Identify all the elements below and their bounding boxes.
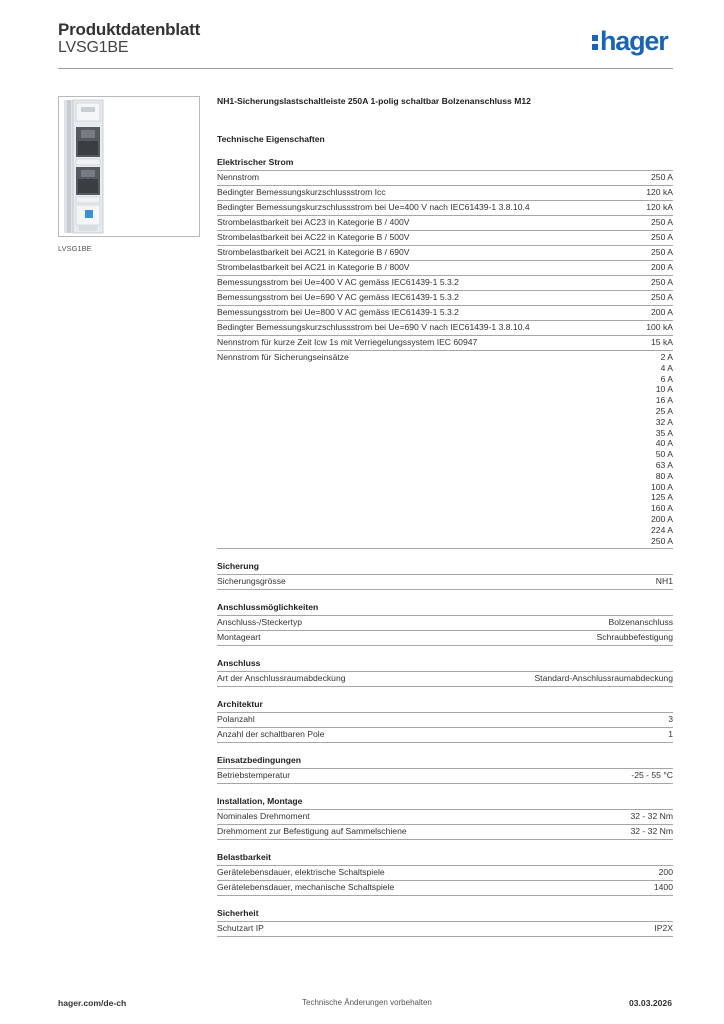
spec-value-item: NH1: [655, 576, 673, 587]
spec-value-item: Standard-Anschlussraumabdeckung: [534, 673, 673, 684]
spec-value-item: 3: [668, 714, 673, 725]
spec-value-item: 160 A: [651, 503, 673, 514]
spec-value-item: 16 A: [655, 395, 673, 406]
spec-value: [630, 811, 673, 822]
spec-value-item: 250 A: [651, 292, 673, 302]
spec-row: [217, 616, 673, 631]
hager-logo: [592, 24, 676, 58]
spec-value-item: 200 A: [651, 513, 673, 524]
spec-section: [217, 157, 673, 549]
spec-row: [217, 276, 673, 291]
spec-row: [217, 881, 673, 896]
spec-value-item: 1400: [653, 882, 673, 893]
section-title: Installation, Montage: [217, 796, 673, 810]
spec-value-item: 250 A: [651, 217, 673, 227]
spec-value-item: 35 A: [655, 427, 673, 438]
spec-value-item: -25 - 55 °C: [631, 770, 673, 781]
spec-label: Strombelastbarkeit bei AC22 in Kategorie B / 500V: [217, 232, 410, 242]
spec-label: Strombelastbarkeit bei AC21 in Kategorie B / 800V: [217, 262, 410, 272]
spec-label: Bedingter Bemessungskurzschlussstrom bei Ue=690 V nach IEC61439-1 3.8.10.4: [217, 322, 530, 332]
spec-row: [217, 246, 673, 261]
spec-value-item: 2 A: [660, 352, 673, 362]
spec-value-item: 100 kA: [646, 322, 673, 332]
spec-value-item: 40 A: [655, 438, 673, 449]
spec-value-item: Schraubbefestigung: [596, 632, 673, 643]
spec-value-item: 250 A: [651, 247, 673, 257]
spec-section: [217, 658, 673, 687]
spec-row: [217, 171, 673, 186]
product-image-frame: [58, 96, 200, 237]
spec-value-item: 32 A: [655, 416, 673, 427]
spec-value: [668, 714, 673, 725]
spec-section: [217, 852, 673, 896]
spec-value-item: 100 A: [651, 481, 673, 492]
spec-row: [217, 825, 673, 840]
section-title: Sicherung: [217, 561, 673, 575]
spec-value-item: 250 A: [651, 277, 673, 287]
spec-row: [217, 351, 673, 549]
spec-row: [217, 231, 673, 246]
spec-section: [217, 561, 673, 590]
spec-label: Montageart: [217, 632, 261, 643]
spec-row: [217, 321, 673, 336]
spec-value: [668, 729, 673, 740]
spec-value-item: 224 A: [651, 524, 673, 535]
spec-value: [651, 337, 673, 348]
spec-value: [651, 232, 673, 243]
footer-website-link[interactable]: hager.com/de-ch: [58, 998, 127, 1008]
spec-value: [534, 673, 673, 684]
footer-note: Technische Änderungen vorbehalten: [302, 998, 432, 1007]
product-code: LVSG1BE: [58, 39, 129, 56]
spec-value-item: 25 A: [655, 405, 673, 416]
product-image-caption: LVSG1BE: [58, 244, 92, 253]
spec-value-item: IP2X: [654, 923, 673, 934]
spec-row: [217, 216, 673, 231]
spec-value: [651, 247, 673, 258]
spec-value-item: 63 A: [655, 459, 673, 470]
spec-value-item: 4 A: [660, 362, 673, 373]
spec-row: [217, 810, 673, 825]
spec-row: [217, 261, 673, 276]
spec-row: [217, 631, 673, 646]
spec-label: Bedingter Bemessungskurzschlussstrom bei Ue=400 V nach IEC61439-1 3.8.10.4: [217, 202, 530, 212]
spec-label: Gerätelebensdauer, elektrische Schaltspiele: [217, 867, 385, 878]
spec-row: [217, 575, 673, 590]
spec-value-item: Bolzenanschluss: [608, 617, 673, 628]
spec-value: [651, 277, 673, 288]
product-image: [59, 97, 199, 236]
spec-value-item: 1: [668, 729, 673, 740]
section-title: Architektur: [217, 699, 673, 713]
spec-value-item: 32 - 32 Nm: [630, 811, 673, 822]
spec-label: Bemessungsstrom bei Ue=400 V AC gemäss IEC61439-1 5.3.2: [217, 277, 459, 287]
spec-row: [217, 201, 673, 216]
spec-value: [651, 292, 673, 303]
spec-row: [217, 306, 673, 321]
spec-value-item: 250 A: [651, 232, 673, 242]
spec-row: [217, 769, 673, 784]
spec-value-item: 250 A: [651, 172, 673, 182]
spec-value: [651, 352, 673, 546]
spec-value: [651, 307, 673, 318]
spec-value-item: 200: [658, 867, 673, 878]
spec-value: [646, 322, 673, 333]
footer-date: 03.03.2026: [628, 998, 672, 1008]
section-title: Sicherheit: [217, 908, 673, 922]
spec-label: Nennstrom: [217, 172, 260, 182]
spec-value: [651, 217, 673, 228]
spec-row: [217, 713, 673, 728]
spec-value: [654, 923, 673, 934]
spec-label: Strombelastbarkeit bei AC21 in Kategorie B / 690V: [217, 247, 410, 257]
spec-label: Strombelastbarkeit bei AC23 in Kategorie B / 400V: [217, 217, 410, 227]
spec-value: [646, 187, 673, 198]
logo-text: hager: [600, 26, 668, 56]
spec-value-item: 250 A: [651, 535, 673, 546]
section-title: Belastbarkeit: [217, 852, 673, 866]
spec-row: [217, 728, 673, 743]
spec-value-item: 15 kA: [651, 337, 673, 347]
spec-label: Nennstrom für kurze Zeit Icw 1s mit Verriegelungssystem IEC 60947: [217, 337, 478, 347]
spec-value-item: 32 - 32 Nm: [630, 826, 673, 837]
spec-value: [651, 172, 673, 183]
spec-label: Polanzahl: [217, 714, 255, 725]
spec-sections: [217, 157, 673, 937]
spec-value: [654, 882, 673, 893]
spec-label: Sicherungsgrösse: [217, 576, 286, 587]
spec-label: Drehmoment zur Befestigung auf Sammelschiene: [217, 826, 407, 837]
product-content: [217, 96, 673, 937]
logo-dots-icon: [592, 31, 598, 53]
spec-section: [217, 699, 673, 743]
spec-section: [217, 755, 673, 784]
spec-value: [659, 867, 673, 878]
spec-label: Anschluss-/Steckertyp: [217, 617, 303, 628]
spec-label: Bemessungsstrom bei Ue=690 V AC gemäss IEC61439-1 5.3.2: [217, 292, 459, 302]
spec-value-item: 120 kA: [646, 202, 673, 212]
tech-properties-title: Technische Eigenschaften: [217, 134, 325, 144]
spec-label: Schutzart IP: [217, 923, 264, 934]
spec-row: [217, 672, 673, 687]
spec-value: [630, 826, 673, 837]
spec-value: [646, 202, 673, 213]
section-title: Anschlussmöglichkeiten: [217, 602, 673, 616]
page-title: Produktdatenblatt: [58, 20, 201, 39]
header-divider: [58, 68, 673, 69]
spec-value-item: 80 A: [655, 470, 673, 481]
spec-section: [217, 908, 673, 937]
spec-value-item: 50 A: [655, 449, 673, 460]
spec-value: [651, 262, 673, 273]
spec-value-item: 125 A: [651, 492, 673, 503]
spec-value-item: 10 A: [655, 384, 673, 395]
spec-value: [656, 576, 673, 587]
section-title: Anschluss: [217, 658, 673, 672]
spec-row: [217, 866, 673, 881]
spec-value: [609, 617, 674, 628]
spec-value: [597, 632, 673, 643]
section-title: Einsatzbedingungen: [217, 755, 673, 769]
spec-value: [631, 770, 673, 781]
spec-label: Nominales Drehmoment: [217, 811, 310, 822]
section-title: Elektrischer Strom: [217, 157, 673, 171]
spec-label: Gerätelebensdauer, mechanische Schaltspiele: [217, 882, 395, 893]
spec-label: Anzahl der schaltbaren Pole: [217, 729, 325, 740]
spec-label: Betriebstemperatur: [217, 770, 291, 781]
spec-value-item: 200 A: [651, 262, 673, 272]
spec-value-item: 6 A: [660, 373, 673, 384]
spec-section: [217, 796, 673, 840]
spec-value-item: 120 kA: [646, 187, 673, 197]
spec-label: Art der Anschlussraumabdeckung: [217, 673, 346, 684]
spec-label: Bedingter Bemessungskurzschlussstrom Icc: [217, 187, 386, 197]
product-description: NH1-Sicherungslastschaltleiste 250A 1-polig schaltbar Bolzenanschluss M12: [217, 96, 531, 106]
spec-row: [217, 291, 673, 306]
spec-section: [217, 602, 673, 646]
spec-row: [217, 922, 673, 937]
spec-row: [217, 336, 673, 351]
spec-label: Nennstrom für Sicherungseinsätze: [217, 352, 349, 362]
spec-value-item: 200 A: [651, 307, 673, 317]
spec-label: Bemessungsstrom bei Ue=800 V AC gemäss IEC61439-1 5.3.2: [217, 307, 459, 317]
spec-row: [217, 186, 673, 201]
